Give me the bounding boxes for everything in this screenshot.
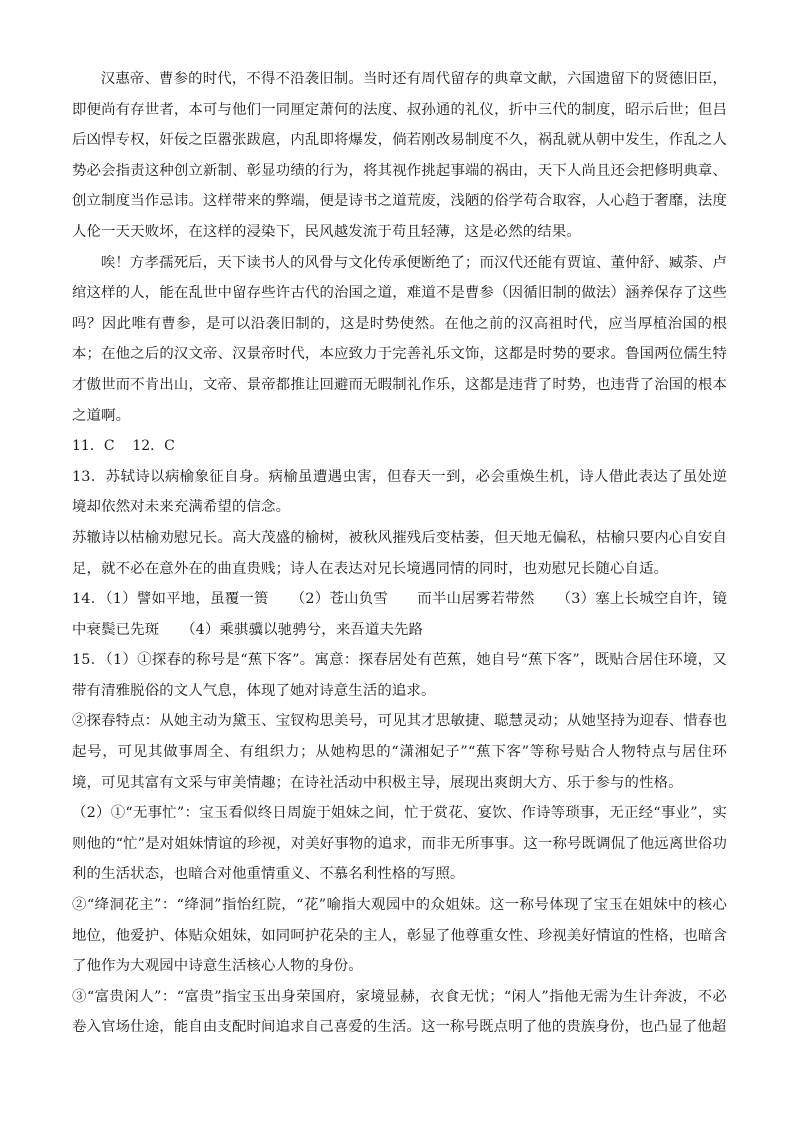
answer-11-12: 11．C 12．C — [72, 438, 175, 455]
document-body — [72, 64, 727, 1043]
answer-15-2-item-1: （2）①“无事忙”：宝玉看似终日周旋于姐妹之间，忙于赏花、宴饮、作诗等琐事，无正经“事业”，实则他的“忙”是对姐妹情谊的珍视，对美好事物的追求，而非无所事事。这一称号既调侃了他远离世俗功利的生活状态，也暗合对他重情重义、不慕名利性格的写照。 — [72, 805, 727, 883]
answer-15-2-item-2: ②“绛洞花主”：“绛洞”指怡红院，“花”喻指大观园中的众姐妹。这一称号体现了宝玉在姐妹中的核心地位，他爱护、体贴众姐妹，如同呵护花朵的主人，彰显了他尊重女性、珍视美好情谊的性格，也暗含了他作为大观园中诗意生活核心人物的身份。 — [72, 897, 727, 975]
translation-paragraph-1: 汉惠帝、曹参的时代，不得不沿袭旧制。当时还有周代留存的典章文献，六国遗留下的贤德旧臣，即便尚有存世者，本可与他们一同厘定萧何的法度、叔孙通的礼仪，折中三代的制度，昭示后世；但吕后凶悍专权，奸佞之臣嚣张跋扈，内乱即将爆发，倘若刚改易制度不久，祸乱就从朝中发生，作乱之人势必会指责这种创立新制、彰显功绩的行为，将其视作挑起事端的祸由，天下人尚且还会把修明典章、创立制度当作忌讳。这样带来的弊端，便是诗书之道荒废，浅陋的俗学苟合取容，人心趋于奢靡，法度人伦一天天败坏，在这样的浸染下，民风越发流于苟且轻薄，这是必然的结果。 — [72, 71, 727, 240]
answer-15-1-part-2: ②探春特点：从她主动为黛玉、宝钗构思美号，可见其才思敏捷、聪慧灵动；从她坚持为迎春、惜春也起号，可见其做事周全、有组织力；从她构思的“潇湘妃子”“蕉下客”等称号贴合人物特点与居住环境，可见其富有文采与审美情趣；在诗社活动中积极主导，展现出爽朗大方、乐于参与的性格。 — [72, 713, 727, 791]
answer-15-2-item-3: ③“富贵闲人”：“富贵”指宝玉出身荣国府，家境显赫，衣食无忧；“闲人”指他无需为生计奔波，不必卷入官场仕途，能自由支配时间追求自己喜爱的生活。这一称号既点明了他的贵族身份，也凸显了他超 — [72, 988, 727, 1036]
answer-13-part-1: 13．苏轼诗以病榆象征自身。病榆虽遭遇虫害，但春天一到，必会重焕生机，诗人借此表达了虽处逆境却依然对未来充满希望的信念。 — [72, 468, 727, 516]
answer-13-part-2: 苏辙诗以枯榆劝慰兄长。高大茂盛的榆树，被秋风摧残后变枯萎，但天地无偏私，枯榆只要内心自安自足，就不必在意外在的曲直贵贱；诗人在表达对兄长境遇同情的同时，也劝慰兄长随心自适。 — [72, 529, 727, 577]
translation-paragraph-2: 唉！方孝孺死后，天下读书人的风骨与文化传承便断绝了；而汉代还能有贾谊、董仲舒、臧荼、卢绾这样的人，能在乱世中留存些许古代的治国之道，难道不是曹参（因循旧制的做法）涵养保存了这些吗？因此唯有曹参，是可以沿袭旧制的，这是时势使然。在他之前的汉高祖时代，应当厚植治国的根本；在他之后的汉文帝、汉景帝时代，本应致力于完善礼乐文饰，这都是时势的要求。鲁国两位儒生特才傲世而不肯出山，文帝、景帝都推让回避而无暇制礼作乐，这都是违背了时势，也违背了治国的根本之道啊。 — [72, 254, 727, 424]
answer-15-1-part-1: 15．（1）①探春的称号是“蕉下客”。寓意：探春居处有芭蕉，她自号“蕉下客”，既贴合居住环境，又带有清雅脱俗的文人气息，体现了她对诗意生活的追求。 — [72, 652, 727, 699]
answer-14: 14．（1）譬如平地，虽覆一篑 （2）苍山负雪 而半山居雾若带然 （3）塞上长城空自许，镜中衰鬓已先斑 （4）乘骐骥以驰骋兮，来吾道夫先路 — [72, 591, 727, 638]
